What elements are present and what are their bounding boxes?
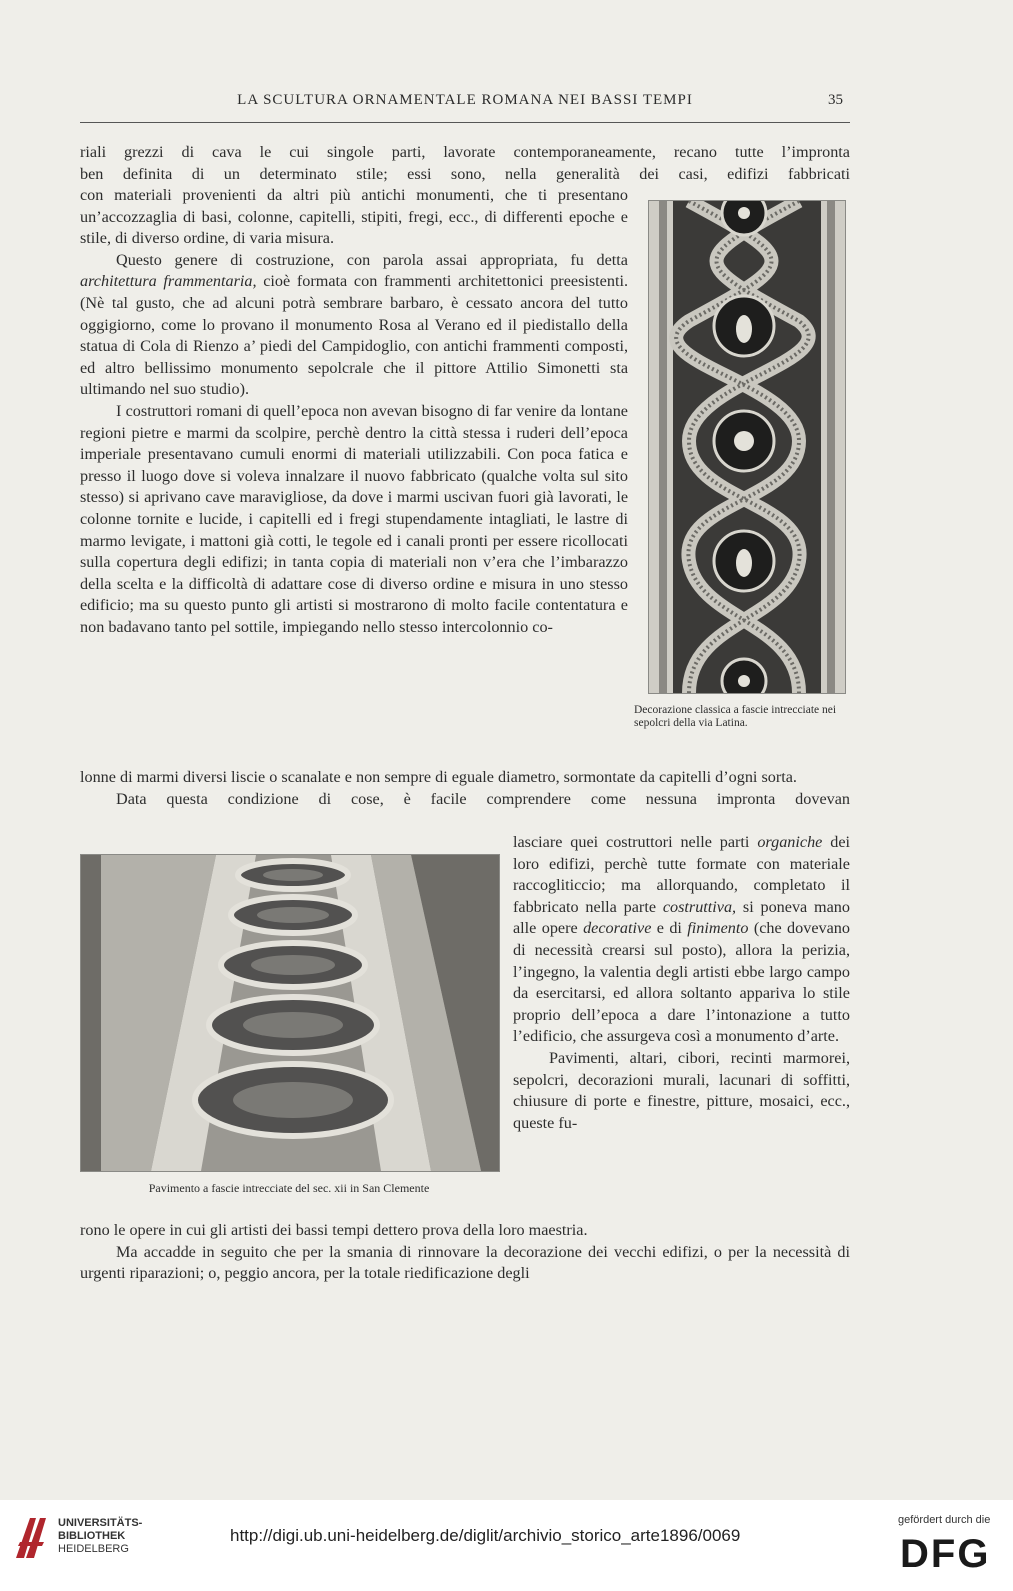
- paragraph-4-first-line: Data questa condizione di cose, è facile comprendere come nessuna impronta dovevan: [116, 789, 850, 808]
- library-name: [58, 1517, 142, 1556]
- intro-line-2: ben definita di un determinato stile; essi sono, nella generalità dei casi, edifizi fabbricati: [80, 164, 850, 183]
- p4-italic-2: costruttiva,: [662, 897, 737, 916]
- paragraph-1-rest: con materiali provenienti da altri più antichi monumenti, che ti presentano un’accozzaglia di basi, colonne, capitelli, stipiti, fregi, ecc., di differenti epoche e stile, di diverso ordine, di varia misura.: [80, 186, 628, 248]
- paragraph-4-rest: [513, 832, 850, 1048]
- p2-text-b: cioè formata con frammenti architettonici preesistenti. (Nè tal gusto, che ad alcuni potrà sembrare barbaro, è cessato ancora del tutto oggigiorno, come lo provano il monumento Rosa al Verano ed il piedistallo della statua di Cola di Rienzo a’ piedi del Campidoglio, con antichi frammenti composti, ed altro bellissimo monumento sepolcrale che il pittore Attilio Simonetti sta ultimando nel suo studio).: [80, 272, 628, 399]
- running-title: LA SCULTURA ORNAMENTALE ROMANA NEI BASSI TEMPI: [237, 92, 693, 108]
- library-line-3: HEIDELBERG: [58, 1543, 129, 1555]
- figure-floor-mosaic: [80, 854, 500, 1172]
- paragraph-5-end: rono le opere in cui gli artisti dei bassi tempi dettero prova della loro maestria.: [80, 1221, 588, 1239]
- page-number: 35: [828, 92, 843, 108]
- paragraph-2: [80, 250, 628, 401]
- p2-text-a: Questo genere di costruzione, con parola assai appropriata, fu detta: [116, 250, 628, 269]
- full-block-3: [80, 1220, 850, 1285]
- p4-text-a: lasciare quei costruttori nelle parti: [513, 833, 758, 851]
- narrow-column: [80, 185, 628, 638]
- p4-text-b: dei loro edifizi, perchè tutte formate con materiale raccogliticcio; ma allorquando, completato il fabbricato nella parte: [513, 833, 851, 916]
- figure-interlaced-band: [648, 200, 846, 694]
- p2-italic: architettura frammentaria,: [80, 272, 257, 291]
- source-url-link[interactable]: http://digi.ub.uni-heidelberg.de/diglit/archivio_storico_arte1896/0069: [230, 1526, 741, 1545]
- right-column: [513, 832, 850, 1134]
- paragraph-6: Ma accadde in seguito che per la smania di rinnovare la decorazione dei vecchi edifizi, o per la necessità di urgenti riparazioni; o, peggio ancora, per la totale riedificazione degli: [80, 1242, 850, 1283]
- floor-mosaic-image: [81, 855, 499, 1171]
- p4-text-d: e di: [651, 919, 688, 938]
- intro-block: [80, 142, 850, 185]
- paragraph-5: Pavimenti, altari, cibori, recinti marmorei, sepolcri, decorazioni murali, lacunari di soffitti, chiusure di porte e finestre, pitture, mosaici, ecc., queste fu-: [513, 1048, 850, 1132]
- library-line-1: UNIVERSITÄTS-: [58, 1517, 143, 1529]
- figure-1-caption: Decorazione classica a fascie intrecciate nei sepolcri della via Latina.: [634, 704, 837, 729]
- p4-italic-4: finimento: [687, 919, 749, 938]
- paragraph-3: I costruttori romani di quell’epoca non avevan bisogno di far venire da lontane regioni pietre e marmi da scolpire, perchè dentro la città stessa i ruderi dell’epoca imperiale presentavano cumuli enormi di materiali utilizzabili. Con poca fatica e presso il luogo dove si voleva innalzare il nuovo fabbricato (qualche volta sul sito stesso) si aprivano cave maravigliose, da dove i marmi uscivan fuori già lavorati, le colonne tornite e lucide, i capitelli ed i fregi stupendamente intagliati, le lastre di marmo levigate, i mattoni già cotti, le tegole ed i canali pronti per essere ricollocati sulla copertura degli edifizi; in tanta copia di materiali non v’era che l’imbarazzo della scelta e la difficoltà di adattare cose di diverso ordine e misura in uno stesso edificio; ma su questo punto gli artisti si mostrarono di molto facile contentatura e non badavano tanto pel sottile, impiegando nello stesso intercolonnio co-: [80, 401, 628, 636]
- header-rule: [80, 122, 850, 123]
- dfg-logo: DFG: [900, 1532, 991, 1576]
- paragraph-3-end: lonne di marmi diversi liscie o scanalate e non sempre di eguale diametro, sormontate da capitelli d’ogni sorta.: [80, 768, 797, 786]
- p4-text-e: (che dovevano di necessità crearsi sul posto), allora la perizia, l’ingegno, la valentia degli artisti ebbe largo campo da esercitarsi, ed allora soltanto appariva lo stile proprio dell’epoca a dare l’intonazione a tutto l’edificio, che assurgeva così a monumento d’arte.: [513, 919, 850, 1046]
- library-line-2: BIBLIOTHEK: [58, 1530, 126, 1542]
- ub-heidelberg-logo-icon: [12, 1512, 52, 1564]
- p4-text-c: si poneva mano alle opere: [513, 897, 850, 938]
- footer-bar: [0, 1500, 1013, 1591]
- p4-italic-1: organiche: [757, 833, 823, 851]
- figure-2-caption: Pavimento a fascie intrecciate del sec. xii in San Clemente: [148, 1181, 430, 1195]
- interlaced-band-image: [649, 201, 845, 693]
- intro-line-1: riali grezzi di cava le cui singole parti, lavorate contemporaneamente, recano tutte l’impronta: [80, 143, 850, 161]
- full-block-2: [80, 767, 850, 810]
- funded-by-label: gefördert durch die: [898, 1514, 991, 1526]
- p4-italic-3: decorative: [583, 919, 652, 938]
